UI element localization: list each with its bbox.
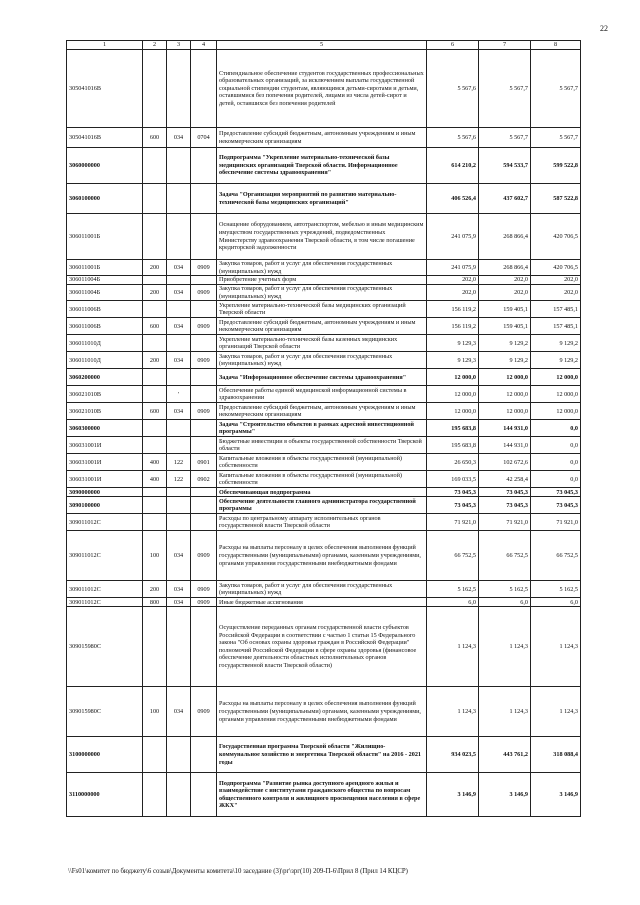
column-header: 8 bbox=[531, 41, 581, 50]
column-header: 4 bbox=[191, 41, 217, 50]
row-section: 0909 bbox=[191, 531, 217, 581]
row-value-col6: 6,0 bbox=[427, 598, 479, 607]
row-value-col7: 71 921,0 bbox=[479, 514, 531, 531]
row-expense-type bbox=[143, 607, 167, 687]
row-value-col8: 157 485,1 bbox=[531, 301, 581, 318]
row-code: 309011012С bbox=[67, 531, 143, 581]
row-section bbox=[191, 301, 217, 318]
row-expense-type bbox=[143, 488, 167, 497]
table-row bbox=[67, 335, 581, 352]
row-code: 309011012С bbox=[67, 598, 143, 607]
table-row bbox=[67, 301, 581, 318]
row-section bbox=[191, 184, 217, 214]
row-department: 034 bbox=[167, 352, 191, 369]
row-code: 306011001Б bbox=[67, 214, 143, 260]
row-department: 034 bbox=[167, 687, 191, 737]
row-value-col7: 12 000,0 bbox=[479, 386, 531, 403]
table-row bbox=[67, 687, 581, 737]
row-section bbox=[191, 386, 217, 403]
row-value-col8: 6,0 bbox=[531, 598, 581, 607]
row-value-col8: 0,0 bbox=[531, 437, 581, 454]
row-expense-type bbox=[143, 437, 167, 454]
row-code: 306011004Б bbox=[67, 276, 143, 285]
row-expense-type bbox=[143, 276, 167, 285]
row-code: 306011006В bbox=[67, 318, 143, 335]
row-value-col7: 159 405,1 bbox=[479, 318, 531, 335]
table-row bbox=[67, 184, 581, 214]
row-value-col8: 157 485,1 bbox=[531, 318, 581, 335]
row-value-col8: 12 000,0 bbox=[531, 386, 581, 403]
row-expense-type: 400 bbox=[143, 454, 167, 471]
row-value-col7: 42 258,4 bbox=[479, 471, 531, 488]
row-value-col8: 3 146,9 bbox=[531, 773, 581, 817]
row-value-col7: 268 866,4 bbox=[479, 214, 531, 260]
table-row bbox=[67, 437, 581, 454]
row-expense-type bbox=[143, 214, 167, 260]
row-value-col6: 3 146,9 bbox=[427, 773, 479, 817]
row-section bbox=[191, 148, 217, 184]
row-section bbox=[191, 276, 217, 285]
row-value-col8: 0,0 bbox=[531, 454, 581, 471]
row-description: Обеспечение деятельности главного администратора государственной программы bbox=[217, 497, 427, 514]
row-description: Приобретение учетных форм bbox=[217, 276, 427, 285]
row-expense-type bbox=[143, 369, 167, 386]
row-code: 306011001Б bbox=[67, 260, 143, 276]
row-department bbox=[167, 50, 191, 128]
row-section bbox=[191, 50, 217, 128]
row-expense-type: 200 bbox=[143, 581, 167, 598]
row-value-col8: 73 045,3 bbox=[531, 497, 581, 514]
row-value-col8: 599 522,8 bbox=[531, 148, 581, 184]
row-expense-type: 400 bbox=[143, 471, 167, 488]
table-row bbox=[67, 276, 581, 285]
row-value-col7: 202,0 bbox=[479, 285, 531, 301]
row-value-col8: 318 088,4 bbox=[531, 737, 581, 773]
row-value-col6: 73 045,3 bbox=[427, 497, 479, 514]
row-section: 0909 bbox=[191, 581, 217, 598]
row-code: 306011010Д bbox=[67, 352, 143, 369]
row-value-col7: 66 752,5 bbox=[479, 531, 531, 581]
table-row bbox=[67, 773, 581, 817]
row-description: Расходы на выплаты персоналу в целях обеспечения выполнения функций государственными (муниципальными) органами, казенными учреждениями, органами управления государственными внебюджетными фондами bbox=[217, 531, 427, 581]
row-value-col6: 12 000,0 bbox=[427, 369, 479, 386]
row-code: 305041016В bbox=[67, 50, 143, 128]
row-value-col7: 268 866,4 bbox=[479, 260, 531, 276]
row-code: 3060300000 bbox=[67, 420, 143, 437]
table-row bbox=[67, 581, 581, 598]
row-value-col7: 9 129,2 bbox=[479, 335, 531, 352]
row-section: 0704 bbox=[191, 128, 217, 148]
row-department: 122 bbox=[167, 454, 191, 471]
row-description: Предоставление субсидий бюджетным, автономным учреждениям и иным некоммерческим организациям bbox=[217, 403, 427, 420]
row-value-col8: 73 045,3 bbox=[531, 488, 581, 497]
column-header: 2 bbox=[143, 41, 167, 50]
row-department: 034 bbox=[167, 581, 191, 598]
row-value-col7: 144 931,0 bbox=[479, 420, 531, 437]
row-code: 306031001И bbox=[67, 471, 143, 488]
row-department bbox=[167, 184, 191, 214]
row-description: Капитальные вложения в объекты государственной (муниципальной) собственности bbox=[217, 454, 427, 471]
row-code: 309011012С bbox=[67, 581, 143, 598]
row-section bbox=[191, 773, 217, 817]
column-header: 5 bbox=[217, 41, 427, 50]
row-code: 3060000000 bbox=[67, 148, 143, 184]
row-value-col8: 420 706,5 bbox=[531, 214, 581, 260]
row-expense-type: 800 bbox=[143, 598, 167, 607]
row-value-col8: 12 000,0 bbox=[531, 403, 581, 420]
row-value-col6: 1 124,3 bbox=[427, 607, 479, 687]
row-value-col6: 12 000,0 bbox=[427, 403, 479, 420]
row-description: Задача "Информационное обеспечение системы здравоохранения" bbox=[217, 369, 427, 386]
row-section: 0909 bbox=[191, 403, 217, 420]
table-row bbox=[67, 471, 581, 488]
row-section: 0909 bbox=[191, 285, 217, 301]
row-department bbox=[167, 497, 191, 514]
table-row bbox=[67, 737, 581, 773]
row-description: Расходы по центральному аппарату исполнительных органов государственной власти Тверской области bbox=[217, 514, 427, 531]
row-description: Иные бюджетные ассигнования bbox=[217, 598, 427, 607]
row-expense-type: 200 bbox=[143, 260, 167, 276]
row-value-col8: 0,0 bbox=[531, 471, 581, 488]
row-value-col7: 6,0 bbox=[479, 598, 531, 607]
row-value-col7: 5 162,5 bbox=[479, 581, 531, 598]
row-code: 3060100000 bbox=[67, 184, 143, 214]
row-expense-type: 600 bbox=[143, 318, 167, 335]
row-code: 3060200000 bbox=[67, 369, 143, 386]
row-department: 122 bbox=[167, 471, 191, 488]
row-code: 3100000000 bbox=[67, 737, 143, 773]
table-row bbox=[67, 50, 581, 128]
row-department bbox=[167, 335, 191, 352]
row-expense-type: 100 bbox=[143, 531, 167, 581]
row-department bbox=[167, 514, 191, 531]
table-row bbox=[67, 352, 581, 369]
row-code: 306011010Д bbox=[67, 335, 143, 352]
row-value-col6: 202,0 bbox=[427, 276, 479, 285]
row-value-col6: 202,0 bbox=[427, 285, 479, 301]
row-section bbox=[191, 369, 217, 386]
row-code: 306011006В bbox=[67, 301, 143, 318]
row-value-col6: 156 119,2 bbox=[427, 301, 479, 318]
column-header: 3 bbox=[167, 41, 191, 50]
row-value-col7: 1 124,3 bbox=[479, 687, 531, 737]
row-value-col6: 71 921,0 bbox=[427, 514, 479, 531]
row-value-col7: 202,0 bbox=[479, 276, 531, 285]
row-code: 309011012С bbox=[67, 514, 143, 531]
row-description: Подпрограмма "Развитие рынка доступного арендного жилья и взаимодействие с институтами гражданского общества по вопросам общественного контроля и жилищного просвещения населения в сфере ЖКХ" bbox=[217, 773, 427, 817]
row-value-col8: 5 162,5 bbox=[531, 581, 581, 598]
row-description: Предоставление субсидий бюджетным, автономным учреждениям и иным некоммерческим организациям bbox=[217, 318, 427, 335]
row-section: 0909 bbox=[191, 352, 217, 369]
row-department bbox=[167, 737, 191, 773]
row-value-col8: 9 129,2 bbox=[531, 352, 581, 369]
row-department: 034 bbox=[167, 531, 191, 581]
table-row bbox=[67, 488, 581, 497]
row-value-col8: 12 000,0 bbox=[531, 369, 581, 386]
row-value-col6: 614 210,2 bbox=[427, 148, 479, 184]
row-section bbox=[191, 488, 217, 497]
row-value-col7: 9 129,2 bbox=[479, 352, 531, 369]
row-expense-type: 200 bbox=[143, 352, 167, 369]
row-value-col6: 1 124,3 bbox=[427, 687, 479, 737]
table-row bbox=[67, 531, 581, 581]
table-row bbox=[67, 514, 581, 531]
row-section: 0909 bbox=[191, 687, 217, 737]
row-value-col7: 102 672,6 bbox=[479, 454, 531, 471]
row-value-col7: 5 567,7 bbox=[479, 50, 531, 128]
row-section: 0901 bbox=[191, 454, 217, 471]
table-row bbox=[67, 454, 581, 471]
row-department: 034 bbox=[167, 598, 191, 607]
row-description: Закупка товаров, работ и услуг для обеспечения государственных (муниципальных) нужд bbox=[217, 285, 427, 301]
row-value-col7: 3 146,9 bbox=[479, 773, 531, 817]
row-value-col7: 73 045,3 bbox=[479, 497, 531, 514]
row-value-col8: 202,0 bbox=[531, 285, 581, 301]
row-description: Подпрограмма "Укрепление материально-технической базы медицинских организаций Тверской области. Информационное обеспечение системы здравоохранения" bbox=[217, 148, 427, 184]
row-department: 034 bbox=[167, 318, 191, 335]
row-department bbox=[167, 214, 191, 260]
budget-table bbox=[66, 40, 581, 817]
row-department: 034 bbox=[167, 285, 191, 301]
row-value-col7: 1 124,3 bbox=[479, 607, 531, 687]
row-section: 0909 bbox=[191, 318, 217, 335]
row-section: 0909 bbox=[191, 598, 217, 607]
row-description: Оснащение оборудованием, автотранспортом, мебелью и иным медицинским имуществом государственных учреждений, подведомственных Министерству здравоохранения Тверской области, в том числе погашение кредиторской задолженности bbox=[217, 214, 427, 260]
row-code: 306031001И bbox=[67, 437, 143, 454]
row-value-col6: 26 650,3 bbox=[427, 454, 479, 471]
row-expense-type: 600 bbox=[143, 128, 167, 148]
table-row bbox=[67, 318, 581, 335]
row-value-col8: 1 124,3 bbox=[531, 607, 581, 687]
row-description: Государственная программа Тверской области "Жилищно-коммунальное хозяйство и энергетика Тверской области" на 2016 - 2021 годы bbox=[217, 737, 427, 773]
row-value-col6: 156 119,2 bbox=[427, 318, 479, 335]
row-value-col6: 406 526,4 bbox=[427, 184, 479, 214]
row-department: 034 bbox=[167, 128, 191, 148]
row-value-col7: 12 000,0 bbox=[479, 369, 531, 386]
row-description: Расходы на выплаты персоналу в целях обеспечения выполнения функций государственными (муниципальными) органами, казенными учреждениями, органами управления государственными внебюджетными фондами bbox=[217, 687, 427, 737]
row-value-col7: 73 045,3 bbox=[479, 488, 531, 497]
row-code: 305041016В bbox=[67, 128, 143, 148]
row-department bbox=[167, 276, 191, 285]
row-expense-type bbox=[143, 335, 167, 352]
table-row bbox=[67, 369, 581, 386]
row-expense-type bbox=[143, 184, 167, 214]
column-header: 6 bbox=[427, 41, 479, 50]
table-row bbox=[67, 607, 581, 687]
row-code: 309015980С bbox=[67, 607, 143, 687]
row-value-col6: 241 075,9 bbox=[427, 260, 479, 276]
row-code: 309015980С bbox=[67, 687, 143, 737]
table-row bbox=[67, 285, 581, 301]
table-row bbox=[67, 403, 581, 420]
row-value-col6: 169 033,5 bbox=[427, 471, 479, 488]
row-description: Закупка товаров, работ и услуг для обеспечения государственных (муниципальных) нужд bbox=[217, 581, 427, 598]
row-value-col7: 5 567,7 bbox=[479, 128, 531, 148]
row-description: Обеспечение работы единой медицинской информационной системы в здравоохранении bbox=[217, 386, 427, 403]
table-row bbox=[67, 260, 581, 276]
row-code: 306011004Б bbox=[67, 285, 143, 301]
row-expense-type bbox=[143, 420, 167, 437]
row-section bbox=[191, 514, 217, 531]
table-body bbox=[67, 50, 581, 817]
table-row bbox=[67, 386, 581, 403]
row-description: Закупка товаров, работ и услуг для обеспечения государственных (муниципальных) нужд bbox=[217, 352, 427, 369]
row-expense-type: 600 bbox=[143, 403, 167, 420]
row-value-col6: 5 162,5 bbox=[427, 581, 479, 598]
row-value-col6: 195 683,8 bbox=[427, 437, 479, 454]
row-code: 306031001И bbox=[67, 454, 143, 471]
row-expense-type bbox=[143, 386, 167, 403]
row-section: 0902 bbox=[191, 471, 217, 488]
row-department: 034 bbox=[167, 403, 191, 420]
row-expense-type: 100 bbox=[143, 687, 167, 737]
row-value-col8: 9 129,2 bbox=[531, 335, 581, 352]
row-description: Предоставление субсидий бюджетным, автономным учреждениям и иным некоммерческим организациям bbox=[217, 128, 427, 148]
table-row bbox=[67, 497, 581, 514]
row-value-col6: 241 075,9 bbox=[427, 214, 479, 260]
row-department bbox=[167, 437, 191, 454]
row-department bbox=[167, 773, 191, 817]
row-description: Укрепление материально-технической базы медицинских организаций Тверской области bbox=[217, 301, 427, 318]
row-value-col7: 12 000,0 bbox=[479, 403, 531, 420]
row-value-col7: 594 533,7 bbox=[479, 148, 531, 184]
row-expense-type bbox=[143, 737, 167, 773]
row-value-col6: 5 567,6 bbox=[427, 50, 479, 128]
row-expense-type: 200 bbox=[143, 285, 167, 301]
row-value-col8: 5 567,7 bbox=[531, 50, 581, 128]
table-row bbox=[67, 598, 581, 607]
table-row bbox=[67, 148, 581, 184]
row-department bbox=[167, 148, 191, 184]
row-value-col8: 71 921,0 bbox=[531, 514, 581, 531]
row-value-col6: 73 045,3 bbox=[427, 488, 479, 497]
row-value-col8: 420 706,5 bbox=[531, 260, 581, 276]
row-department bbox=[167, 607, 191, 687]
row-description: Задача "Организация мероприятий по развитию материально-технической базы медицинских организаций" bbox=[217, 184, 427, 214]
column-header: 7 bbox=[479, 41, 531, 50]
row-department bbox=[167, 369, 191, 386]
table-row bbox=[67, 214, 581, 260]
row-code: 3090000000 bbox=[67, 488, 143, 497]
row-expense-type bbox=[143, 50, 167, 128]
row-value-col6: 12 000,0 bbox=[427, 386, 479, 403]
row-department bbox=[167, 301, 191, 318]
table-row bbox=[67, 420, 581, 437]
row-value-col8: 1 124,3 bbox=[531, 687, 581, 737]
row-section bbox=[191, 607, 217, 687]
row-code: 3090100000 bbox=[67, 497, 143, 514]
row-description: Бюджетные инвестиции в объекты государственной собственности Тверской области bbox=[217, 437, 427, 454]
row-description: Капитальные вложения в объекты государственной (муниципальной) собственности bbox=[217, 471, 427, 488]
row-section bbox=[191, 437, 217, 454]
row-value-col8: 66 752,5 bbox=[531, 531, 581, 581]
row-code: 306021010В bbox=[67, 386, 143, 403]
row-department bbox=[167, 488, 191, 497]
row-value-col7: 437 602,7 bbox=[479, 184, 531, 214]
row-section bbox=[191, 737, 217, 773]
column-header: 1 bbox=[67, 41, 143, 50]
row-department: ' bbox=[167, 386, 191, 403]
row-section bbox=[191, 420, 217, 437]
header-row bbox=[67, 41, 581, 50]
row-expense-type bbox=[143, 514, 167, 531]
row-value-col6: 9 129,3 bbox=[427, 335, 479, 352]
row-expense-type bbox=[143, 773, 167, 817]
row-value-col8: 5 567,7 bbox=[531, 128, 581, 148]
row-department: 034 bbox=[167, 260, 191, 276]
row-value-col6: 5 567,6 bbox=[427, 128, 479, 148]
row-code: 306021010В bbox=[67, 403, 143, 420]
row-value-col6: 9 129,3 bbox=[427, 352, 479, 369]
page-number: 22 bbox=[600, 24, 608, 33]
row-value-col6: 195 683,8 bbox=[427, 420, 479, 437]
row-value-col6: 934 023,5 bbox=[427, 737, 479, 773]
row-expense-type bbox=[143, 148, 167, 184]
row-description: Стипендиальное обеспечение студентов государственных профессиональных образовательных организаций, за исключением выплаты государственной социальной стипендии студентам, являющимся детьми-сиротами и детьми, оставшимися без попечения родителей, лицами из числа детей-сирот и детей, оставшихся без попечения родителей bbox=[217, 50, 427, 128]
row-value-col7: 443 761,2 bbox=[479, 737, 531, 773]
row-value-col7: 159 405,1 bbox=[479, 301, 531, 318]
row-section: 0909 bbox=[191, 260, 217, 276]
row-value-col8: 587 522,8 bbox=[531, 184, 581, 214]
row-description: Задача "Строительство объектов в рамках адресной инвестиционной программы" bbox=[217, 420, 427, 437]
row-section bbox=[191, 214, 217, 260]
row-description: Обеспечивающая подпрограмма bbox=[217, 488, 427, 497]
row-description: Осуществление переданных органам государственной власти субъектов Российской Федерации в соответствии с частью 1 статьи 15 Федерального закона "Об основах охраны здоровья граждан в Российской Федерации" полномочий Российской Федерации в сфере охраны здоровья (финансовое обеспечение деятельности областных исполнительных органов государственной власти Тверской области) bbox=[217, 607, 427, 687]
row-description: Закупка товаров, работ и услуг для обеспечения государственных (муниципальных) нужд bbox=[217, 260, 427, 276]
row-value-col7: 144 931,0 bbox=[479, 437, 531, 454]
row-section bbox=[191, 497, 217, 514]
file-path-footer: \\Fs01\комитет по бюджету\6 созыв\Документы комитета\10 заседание (3)\рг\зрг(10) 209-П-6\Прил 8 (Прил 14 КЦСР) bbox=[68, 868, 408, 875]
row-section bbox=[191, 335, 217, 352]
row-department bbox=[167, 420, 191, 437]
row-value-col8: 202,0 bbox=[531, 276, 581, 285]
row-expense-type bbox=[143, 301, 167, 318]
row-value-col6: 66 752,5 bbox=[427, 531, 479, 581]
row-description: Укрепление материально-технической базы казенных медицинских организаций Тверской области bbox=[217, 335, 427, 352]
row-value-col8: 0,0 bbox=[531, 420, 581, 437]
table-row bbox=[67, 128, 581, 148]
row-expense-type bbox=[143, 497, 167, 514]
row-code: 3110000000 bbox=[67, 773, 143, 817]
